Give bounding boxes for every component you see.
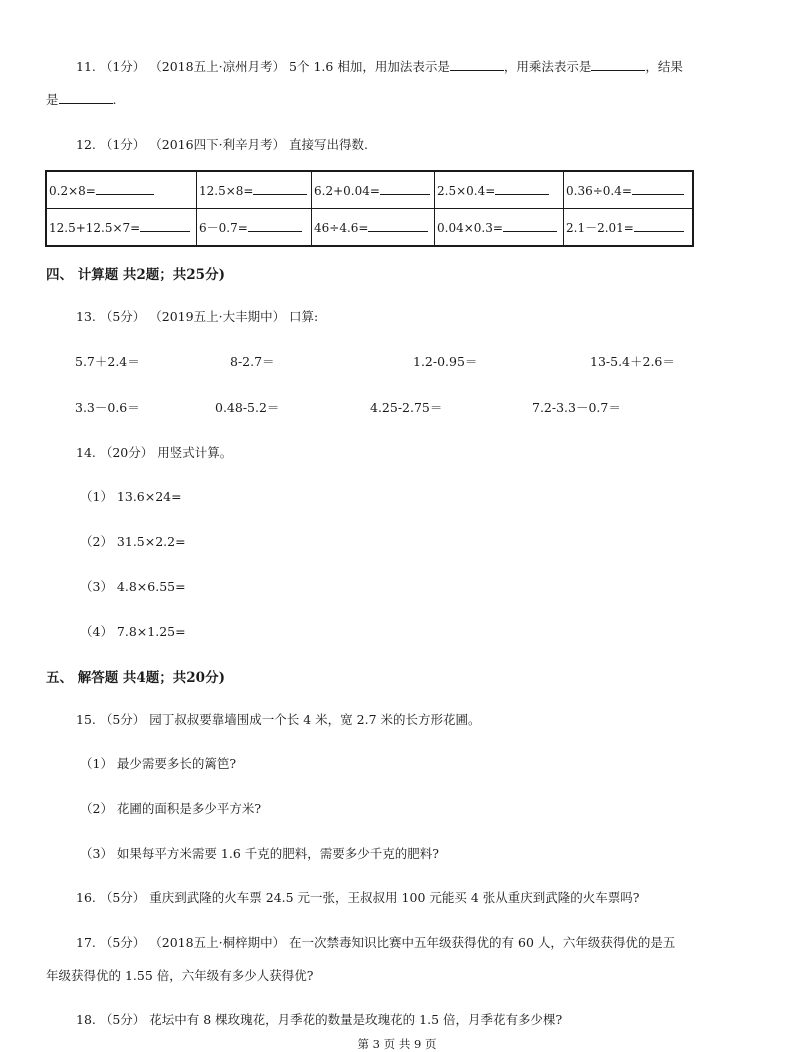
q11-end-text: ，结果 [645, 59, 683, 74]
q13-item: 3.3－0.6＝ [75, 400, 140, 415]
question-13: 13. （5分） （2019五上·大丰期中） 口算: [76, 309, 319, 324]
question-11-line2 [46, 90, 117, 108]
q13-item: 13-5.4＋2.6＝ [590, 354, 675, 369]
page-footer: 第 3 页 共 9 页 [357, 1037, 437, 1051]
q11-text: 11. （1分） （2018五上·凉州月考） 5个 1.6 相加，用加法表示是 [76, 59, 450, 74]
q14-item: （1） 13.6×24= [80, 489, 182, 504]
q13-item: 1.2-0.95＝ [413, 354, 478, 369]
question-17: 17. （5分） （2018五上·桐梓期中） 在一次禁毒知识比赛中五年级获得优的有 60 人，六年级获得优的是五 [76, 935, 676, 950]
table-cell[interactable]: 12.5+12.5×7= [46, 209, 197, 247]
table-row [46, 209, 693, 247]
table-cell[interactable]: 0.04×0.3= [435, 209, 564, 247]
q15-item: （2） 花圃的面积是多少平方米? [80, 801, 262, 816]
q13-item: 4.25-2.75＝ [370, 400, 443, 415]
q14-item: （4） 7.8×1.25= [80, 624, 186, 639]
table-cell[interactable]: 6－0.7= [197, 209, 312, 247]
q13-item: 7.2-3.3－0.7＝ [532, 400, 621, 415]
q11-line2-end: . [112, 92, 117, 107]
mental-math-table [45, 170, 694, 247]
section-4-title: 四、 计算题 共2题；共25分) [46, 267, 225, 283]
q11-answer-blank-2[interactable] [591, 57, 645, 71]
question-17-line2: 年级获得优的 1.55 倍，六年级有多少人获得优? [46, 968, 314, 983]
q11-mid-text: ，用乘法表示是 [503, 59, 592, 74]
q11-answer-blank-3[interactable] [59, 90, 113, 104]
q13-item: 8-2.7＝ [230, 354, 275, 369]
q11-line2-start: 是 [46, 92, 59, 107]
q15-item: （3） 如果每平方米需要 1.6 千克的肥料，需要多少千克的肥料? [80, 846, 439, 861]
table-cell[interactable]: 12.5×8= [197, 171, 312, 209]
question-11 [76, 57, 683, 75]
table-cell[interactable]: 2.1－2.01= [564, 209, 694, 247]
question-14: 14. （20分） 用竖式计算。 [76, 445, 233, 460]
table-cell[interactable]: 6.2+0.04= [312, 171, 435, 209]
question-15: 15. （5分） 园丁叔叔要靠墙围成一个长 4 米，宽 2.7 米的长方形花圃。 [76, 712, 481, 727]
q11-answer-blank-1[interactable] [450, 57, 504, 71]
table-cell[interactable]: 46÷4.6= [312, 209, 435, 247]
table-cell[interactable]: 0.36÷0.4= [564, 171, 694, 209]
q13-item: 0.48-5.2＝ [215, 400, 280, 415]
question-12: 12. （1分） （2016四下·利辛月考） 直接写出得数. [76, 137, 369, 152]
table-cell[interactable]: 0.2×8= [46, 171, 197, 209]
table-row [46, 171, 693, 209]
question-18: 18. （5分） 花坛中有 8 棵玫瑰花，月季花的数量是玫瑰花的 1.5 倍，月季花有多少棵? [76, 1012, 563, 1027]
q14-item: （2） 31.5×2.2= [80, 534, 186, 549]
question-16: 16. （5分） 重庆到武隆的火车票 24.5 元一张，王叔叔用 100 元能买 4 张从重庆到武隆的火车票吗? [76, 890, 640, 905]
q15-item: （1） 最少需要多长的篱笆? [80, 756, 237, 771]
section-5-title: 五、 解答题 共4题；共20分) [46, 670, 225, 686]
q14-item: （3） 4.8×6.55= [80, 579, 186, 594]
table-cell[interactable]: 2.5×0.4= [435, 171, 564, 209]
q13-item: 5.7＋2.4＝ [75, 354, 140, 369]
